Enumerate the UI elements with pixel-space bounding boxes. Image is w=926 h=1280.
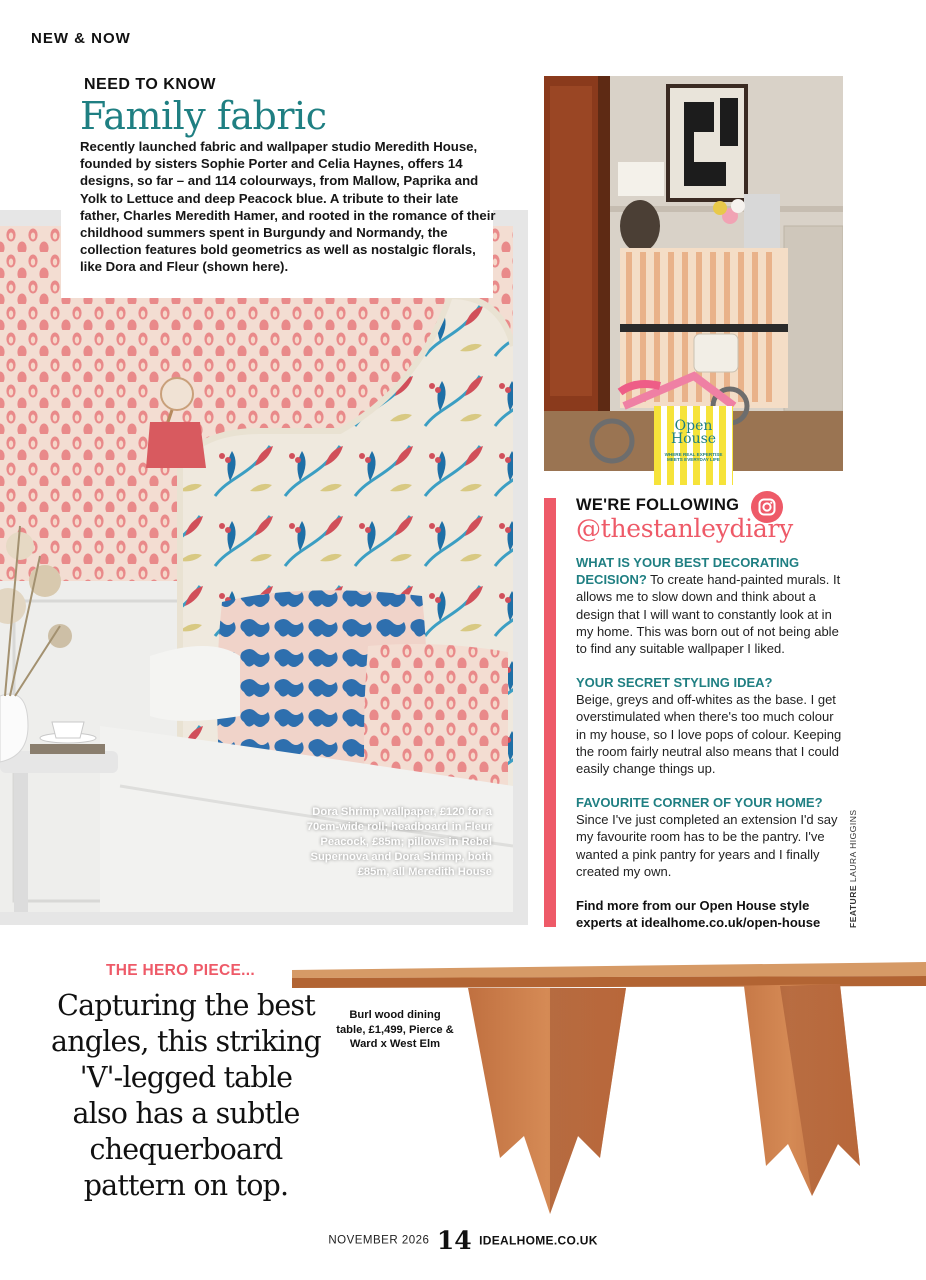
qa-question: YOUR SECRET STYLING IDEA?: [576, 675, 773, 690]
open-house-badge-title: Open House: [670, 418, 717, 447]
footer-month: NOVEMBER 2026: [328, 1234, 430, 1247]
qa-answer: Beige, greys and off-whites as the base. I get overstimulated when there's too much colour in my house, so I love pops of colour. Keeping the room fairly neutral also means that I could easily change things up.: [576, 692, 842, 777]
page-number: 14: [436, 1226, 472, 1255]
credit-label: FEATURE: [848, 884, 858, 928]
open-house-badge: [654, 406, 733, 485]
qa-question: WHAT IS YOUR BEST DECORATING DECISION?: [576, 555, 800, 588]
hero-text: Capturing the best angles, this striking 'V'-legged table also has a subtle chequerboard pattern on top.: [51, 989, 321, 1202]
dining-table-illustration: [288, 958, 926, 1220]
credit-name: LAURA HIGGINS: [848, 809, 858, 883]
qa-answer: Since I've just completed an extension I'd say my favourite room has to be the pantry. I've wanted a pink pantry for years and I finally created my own.: [576, 812, 838, 879]
qa-answer: To create hand-painted murals. It allows me to slow down and think about a design that I will want to constantly look at in my home. This was born out of not being able to find any suitable wallpaper I liked.: [576, 572, 841, 657]
bedroom-photo-caption: Dora Shrimp wallpaper, £120 for a 70cm-wide roll; headboard in Fleur Peacock, £85m; pillows in Rebel Supernova and Dora Shrimp, both £85m, all Meredith House: [306, 806, 492, 878]
qa-question: FAVOURITE CORNER OF YOUR HOME?: [576, 795, 823, 810]
qa-item: [576, 554, 846, 657]
following-kicker: WE'RE FOLLOWING: [576, 496, 740, 514]
section-label: NEW & NOW: [31, 30, 131, 47]
open-house-cta: Find more from our Open House style experts at idealhome.co.uk/open-house: [576, 898, 821, 930]
feature-credit: [848, 809, 858, 928]
need-to-know-body: Recently launched fabric and wallpaper studio Meredith House, founded by sisters Sophie Porter and Celia Haynes, offers 14 designs, so far – and 114 colourways, from Mallow, Paprika and Yolk to Lettuce and deep Peacock blue. A tribute to their late father, Charles Meredith Hamer, and rooted in the romance of their childhood summers spent in Burgundy and Normandy, the collection features bold geometrics as well as nostalgic florals, like Dora and Fleur (shown here).: [80, 139, 496, 275]
open-house-badge-subtitle: WHERE REAL EXPERTISE MEETS EVERYDAY LIFE: [664, 452, 723, 462]
accent-bar: [544, 498, 556, 927]
need-to-know-title: Family fabric: [80, 94, 327, 138]
qa-item: [576, 674, 846, 777]
table-caption: Burl wood dining table, £1,499, Pierce & Ward x West Elm: [336, 1009, 454, 1050]
page-footer: [0, 1226, 926, 1255]
need-to-know-kicker: NEED TO KNOW: [84, 76, 216, 93]
qa-item: [576, 794, 846, 880]
footer-site: IDEALHOME.CO.UK: [479, 1233, 598, 1248]
hero-kicker: THE HERO PIECE...: [106, 962, 255, 979]
instagram-handle: @thestanleydiary: [576, 514, 793, 543]
